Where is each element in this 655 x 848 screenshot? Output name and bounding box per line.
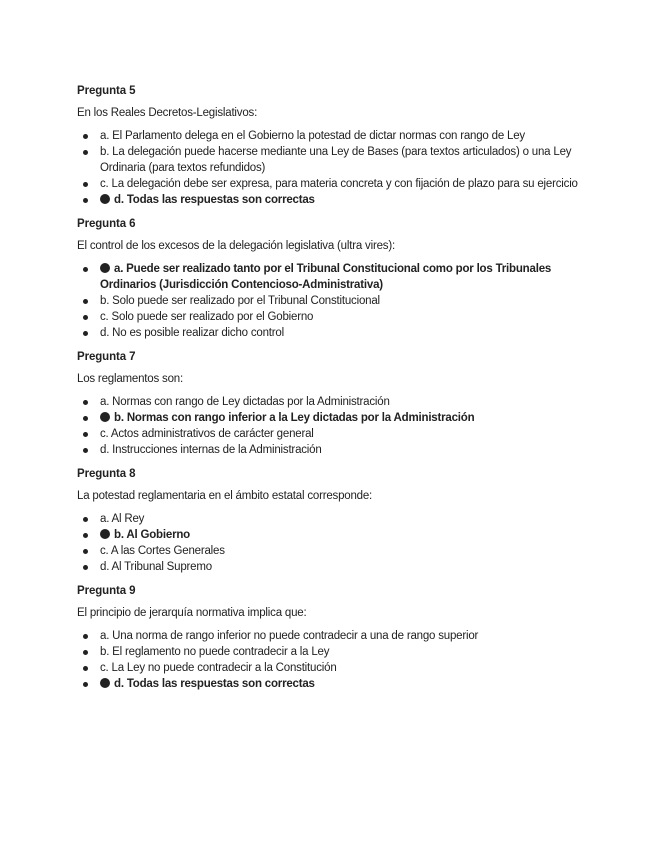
option-d-correct (77, 192, 595, 208)
correct-answer-icon (100, 529, 110, 539)
option-label: d. Instrucciones internas de la Administración (100, 444, 322, 456)
option-c (77, 426, 595, 442)
option-d (77, 559, 595, 575)
options-list (77, 628, 595, 692)
question-9 (77, 584, 595, 692)
correct-answer-icon (100, 263, 110, 273)
options-list (77, 511, 595, 575)
option-label: c. Solo puede ser realizado por el Gobierno (100, 311, 314, 323)
question-text: La potestad reglamentaria en el ámbito estatal corresponde: (77, 490, 373, 502)
option-label: c. Actos administrativos de carácter general (100, 428, 314, 440)
question-5 (77, 84, 595, 208)
question-title: Pregunta 5 (77, 85, 136, 97)
option-c (77, 543, 595, 559)
option-b-correct (77, 527, 595, 543)
question-text: En los Reales Decretos-Legislativos: (77, 107, 258, 119)
option-d (77, 325, 595, 341)
options-list (77, 128, 595, 208)
option-b (77, 293, 595, 309)
option-d (77, 442, 595, 458)
option-label: d. Todas las respuestas son correctas (114, 678, 315, 690)
question-title: Pregunta 6 (77, 218, 136, 230)
options-list (77, 394, 595, 458)
option-label: d. No es posible realizar dicho control (100, 327, 284, 339)
option-label: b. Al Gobierno (114, 529, 190, 541)
correct-answer-icon (100, 194, 110, 204)
option-label: a. Normas con rango de Ley dictadas por la Administración (100, 396, 390, 408)
option-c (77, 660, 595, 676)
question-text: El control de los excesos de la delegación legislativa (ultra vires): (77, 240, 395, 252)
option-d-correct (77, 676, 595, 692)
option-b (77, 644, 595, 660)
option-a-correct (77, 261, 595, 293)
question-title: Pregunta 7 (77, 351, 136, 363)
question-title: Pregunta 8 (77, 468, 136, 480)
option-a (77, 511, 595, 527)
option-a (77, 394, 595, 410)
option-c (77, 176, 595, 192)
option-label: b. Normas con rango inferior a la Ley dictadas por la Administración (114, 412, 475, 424)
option-a (77, 128, 595, 144)
question-text: El principio de jerarquía normativa implica que: (77, 607, 307, 619)
question-7 (77, 350, 595, 458)
option-label: b. Solo puede ser realizado por el Tribunal Constitucional (100, 295, 380, 307)
correct-answer-icon (100, 678, 110, 688)
option-label: a. Puede ser realizado tanto por el Tribunal Constitucional como por los Tribunales Ordinarios (Jurisdicción Contencioso-Administrativa) (100, 263, 552, 291)
question-8 (77, 467, 595, 575)
question-text: Los reglamentos son: (77, 373, 183, 385)
option-label: a. Una norma de rango inferior no puede contradecir a una de rango superior (100, 630, 479, 642)
option-b-correct (77, 410, 595, 426)
option-label: a. Al Rey (100, 513, 145, 525)
option-b (77, 144, 595, 176)
option-label: d. Al Tribunal Supremo (100, 561, 212, 573)
option-label: a. El Parlamento delega en el Gobierno la potestad de dictar normas con rango de Ley (100, 130, 525, 142)
option-label: c. La Ley no puede contradecir a la Constitución (100, 662, 337, 674)
option-c (77, 309, 595, 325)
option-label: b. La delegación puede hacerse mediante una Ley de Bases (para textos articulados) o una Ley Ordinaria (para textos refundidos) (100, 146, 572, 174)
question-title: Pregunta 9 (77, 585, 136, 597)
option-label: d. Todas las respuestas son correctas (114, 194, 315, 206)
option-a (77, 628, 595, 644)
option-label: b. El reglamento no puede contradecir a la Ley (100, 646, 330, 658)
correct-answer-icon (100, 412, 110, 422)
question-6 (77, 217, 595, 341)
option-label: c. A las Cortes Generales (100, 545, 225, 557)
options-list (77, 261, 595, 341)
option-label: c. La delegación debe ser expresa, para materia concreta y con fijación de plazo para su ejercicio (100, 178, 578, 190)
